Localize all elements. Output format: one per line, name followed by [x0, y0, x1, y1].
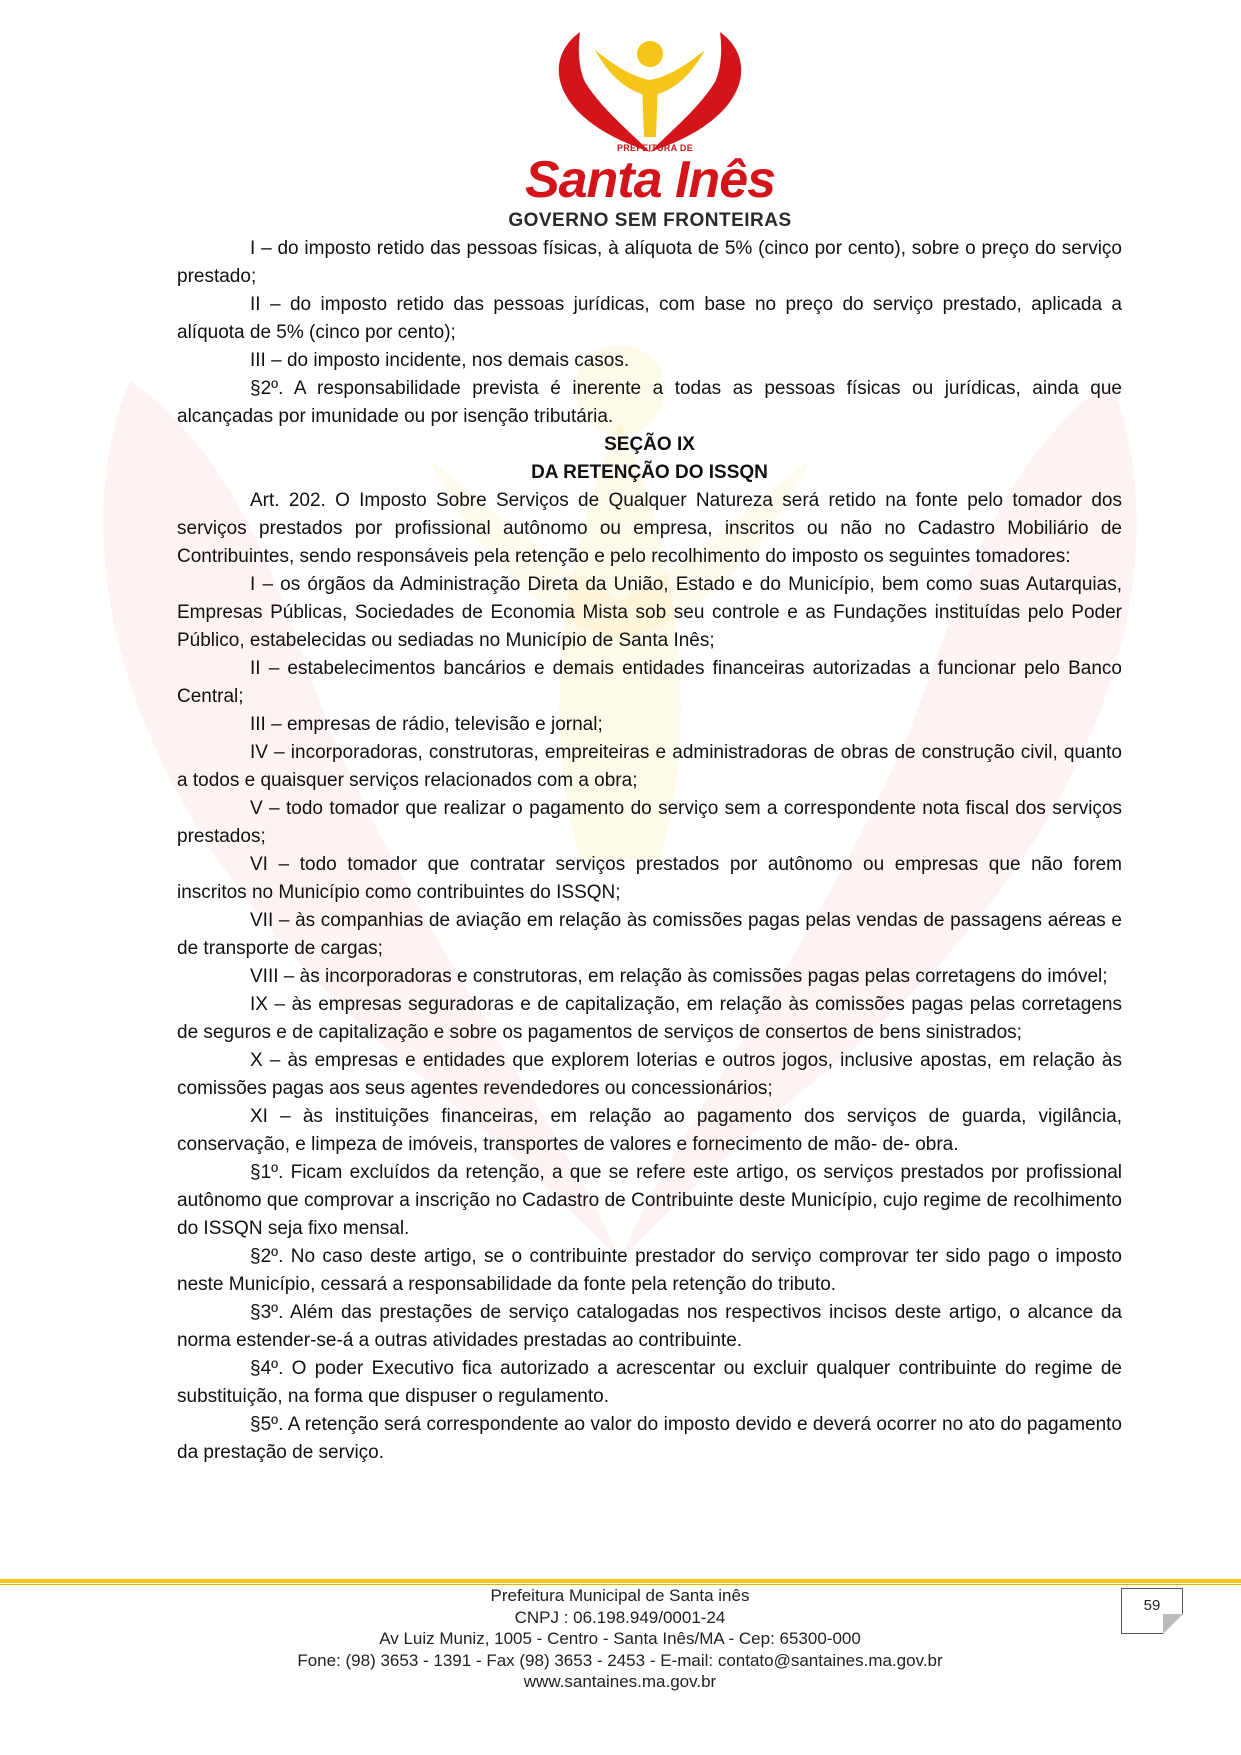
paragraph: VI – todo tomador que contratar serviços prestados por autônomo ou empresas que não forem inscritos no Município como contribuintes do ISSQN;	[177, 854, 1122, 903]
paragraph: II – do imposto retido das pessoas jurídicas, com base no preço do serviço prestado, aplicada a alíquota de 5% (cinco por cento);	[177, 294, 1122, 343]
footer-divider	[0, 1579, 1241, 1583]
paragraph: V – todo tomador que realizar o pagamento do serviço sem a correspondente nota fiscal dos serviços prestados;	[177, 798, 1122, 847]
section-subtitle: DA RETENÇÃO DO ISSQN	[531, 462, 768, 483]
paragraph: III – do imposto incidente, nos demais casos.	[250, 350, 630, 371]
paragraph: §3º. Além das prestações de serviço catalogadas nos respectivos incisos deste artigo, o alcance da norma estender-se-á a outras atividades prestadas ao contribuinte.	[177, 1302, 1122, 1351]
footer-line-website: www.santaines.ma.gov.br	[523, 1672, 717, 1691]
paragraph: IV – incorporadoras, construtoras, empreiteiras e administradoras de obras de construção civil, quanto a todos e quaisquer serviços relacionados com a obra;	[177, 742, 1122, 791]
footer-line-name: Prefeitura Municipal de Santa inês	[490, 1586, 750, 1605]
paragraph: §4º. O poder Executivo fica autorizado a acrescentar ou excluir qualquer contribuinte do regime de substituição, na forma que dispuser o regulamento.	[177, 1358, 1122, 1407]
paragraph: I – os órgãos da Administração Direta da União, Estado e do Município, bem como suas Autarquias, Empresas Públicas, Sociedades de Economia Mista sob seu controle e as Fundações instituídas pelo Poder Público, estabelecidas ou sediadas no Município de Santa Inês;	[177, 574, 1122, 651]
paragraph: VIII – às incorporadoras e construtoras, em relação às comissões pagas pelas corretagens do imóvel;	[250, 966, 1108, 987]
section-title: SEÇÃO IX	[604, 434, 695, 455]
page-number-box	[1121, 1588, 1183, 1634]
header-logo	[500, 22, 800, 231]
page-fold-icon	[1163, 1614, 1183, 1634]
footer-line-contact: Fone: (98) 3653 - 1391 - Fax (98) 3653 - 2453 - E-mail: contato@santaines.ma.gov.br	[297, 1650, 943, 1670]
footer-line-address: Av Luiz Muniz, 1005 - Centro - Santa Inês/MA - Cep: 65300-000	[379, 1629, 861, 1648]
footer-line-cnpj: CNPJ : 06.198.949/0001-24	[514, 1607, 726, 1627]
paragraph: Art. 202. O Imposto Sobre Serviços de Qualquer Natureza será retido na fonte pelo tomador dos serviços prestados por profissional autônomo ou empresa, inscritos ou não no Cadastro Mobiliário de Contribuintes, sendo responsáveis pela retenção e pelo recolhimento do imposto os seguintes tomadores:	[177, 490, 1122, 567]
document-body	[177, 235, 1122, 1467]
footer-address	[200, 1585, 1040, 1693]
paragraph: X – às empresas e entidades que explorem loterias e outros jogos, inclusive apostas, em relação às comissões pagas aos seus agentes revendedores ou concessionários;	[177, 1050, 1122, 1099]
page-number: 59	[1143, 1597, 1161, 1614]
paragraph: §1º. Ficam excluídos da retenção, a que se refere este artigo, os serviços prestados por profissional autônomo que comprovar a inscrição no Cadastro de Contribuinte deste Município, cujo regime de recolhimento do ISSQN seja fixo mensal.	[177, 1162, 1122, 1239]
paragraph: XI – às instituições financeiras, em relação ao pagamento dos serviços de guarda, vigilância, conservação, e limpeza de imóveis, transportes de valores e fornecimento de mão- de- obra.	[177, 1106, 1122, 1155]
paragraph: III – empresas de rádio, televisão e jornal;	[250, 714, 603, 735]
paragraph: I – do imposto retido das pessoas físicas, à alíquota de 5% (cinco por cento), sobre o preço do serviço prestado;	[177, 238, 1122, 287]
logo-tagline: GOVERNO SEM FRONTEIRAS	[508, 210, 792, 231]
paragraph: §5º. A retenção será correspondente ao valor do imposto devido e deverá ocorrer no ato do pagamento da prestação de serviço.	[177, 1414, 1122, 1463]
heart-figure-icon	[540, 22, 760, 152]
paragraph: IX – às empresas seguradoras e de capitalização, em relação às comissões pagas pelas corretagens de seguros e de capitalização e sobre os pagamentos de serviços de consertos de bens sinistrados;	[177, 994, 1122, 1043]
paragraph: §2º. A responsabilidade prevista é inerente a todas as pessoas físicas ou jurídicas, ainda que alcançadas por imunidade ou por isenção tributária.	[177, 378, 1122, 427]
paragraph: VII – às companhias de aviação em relação às comissões pagas pelas vendas de passagens aéreas e de transporte de cargas;	[177, 910, 1122, 959]
paragraph: §2º. No caso deste artigo, se o contribuinte prestador do serviço comprovar ter sido pago o imposto neste Município, cessará a responsabilidade da fonte pela retenção do tributo.	[177, 1246, 1122, 1295]
logo-small-text: PREFEITURA DE	[616, 143, 694, 153]
logo-name: Santa Inês	[524, 151, 776, 209]
paragraph: II – estabelecimentos bancários e demais entidades financeiras autorizadas a funcionar pelo Banco Central;	[177, 658, 1122, 707]
